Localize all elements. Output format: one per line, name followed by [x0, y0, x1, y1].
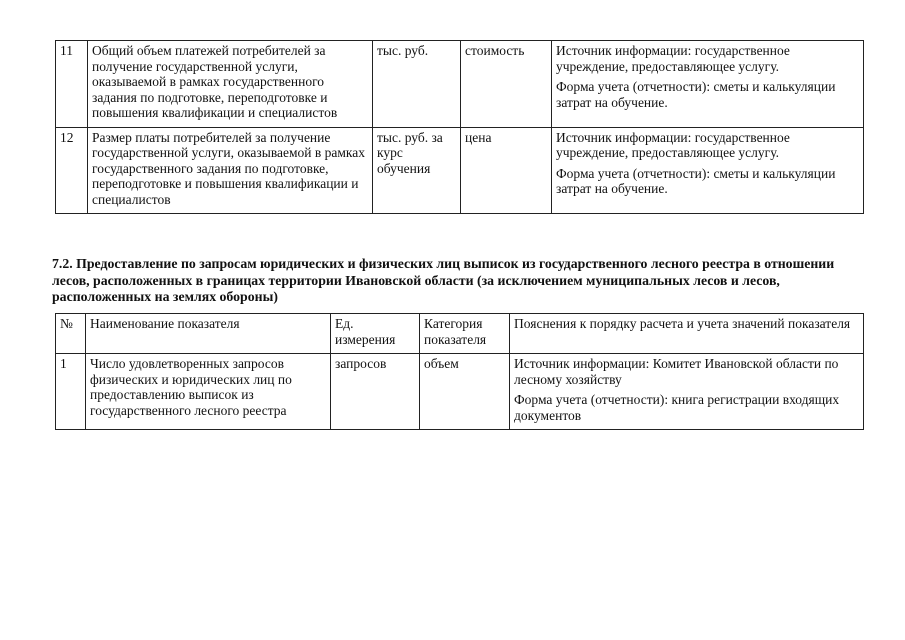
table-row	[56, 41, 864, 128]
section-heading: 7.2. Предоставление по запросам юридических и физических лиц выписок из государственного лесного реестра в отношении лесов, расположенных в границах территории Ивановской области (за исключением муниципальных лесов и лесов, расположенных на землях обороны)	[52, 256, 835, 305]
indicator-category: объем	[420, 354, 510, 430]
accounting-form: Форма учета (отчетности): сметы и калькуляции затрат на обучение.	[556, 165, 836, 197]
info-source: Источник информации: государственное учреждение, предоставляющее услугу.	[556, 43, 790, 74]
row-number: 11	[56, 41, 88, 128]
indicator-name: Число удовлетворенных запросов физических и юридических лиц по предоставлению выписок из государственного лесного реестра	[86, 354, 331, 430]
indicators-table-continued	[55, 40, 864, 214]
calculation-notes	[552, 41, 864, 128]
header-unit: Ед. измерения	[331, 314, 420, 354]
accounting-form: Форма учета (отчетности): книга регистрации входящих документов	[514, 392, 840, 423]
unit-of-measure: тыс. руб. за курс обучения	[373, 127, 461, 214]
calculation-notes	[552, 127, 864, 214]
indicator-name: Общий объем платежей потребителей за получение государственной услуги, оказываемой в рамках государственного задания по подготовке, переподготовке и повышения квалификации и специалистов	[88, 41, 373, 128]
accounting-form: Форма учета (отчетности): сметы и калькуляции затрат на обучение.	[556, 79, 836, 110]
indicators-table	[55, 313, 864, 430]
table-header-row	[56, 314, 864, 354]
table-row	[56, 127, 864, 214]
header-number: №	[56, 314, 86, 354]
calculation-notes	[510, 354, 864, 430]
header-notes: Пояснения к порядку расчета и учета значений показателя	[510, 314, 864, 354]
indicator-category: цена	[461, 127, 552, 214]
indicator-category: стоимость	[461, 41, 552, 128]
unit-of-measure: запросов	[331, 354, 420, 430]
info-source: Источник информации: Комитет Ивановской области по лесному хозяйству	[514, 356, 839, 387]
indicator-name: Размер платы потребителей за получение государственной услуги, оказываемой в рамках государственного задания по подготовке, переподготовке и повышения квалификации и специалистов	[88, 127, 373, 214]
unit-of-measure: тыс. руб.	[373, 41, 461, 128]
info-source: Источник информации: государственное учреждение, предоставляющее услугу.	[556, 129, 790, 161]
header-category: Категория показателя	[420, 314, 510, 354]
row-number: 1	[56, 354, 86, 430]
table-row	[56, 354, 864, 430]
header-name: Наименование показателя	[86, 314, 331, 354]
row-number: 12	[56, 127, 88, 214]
